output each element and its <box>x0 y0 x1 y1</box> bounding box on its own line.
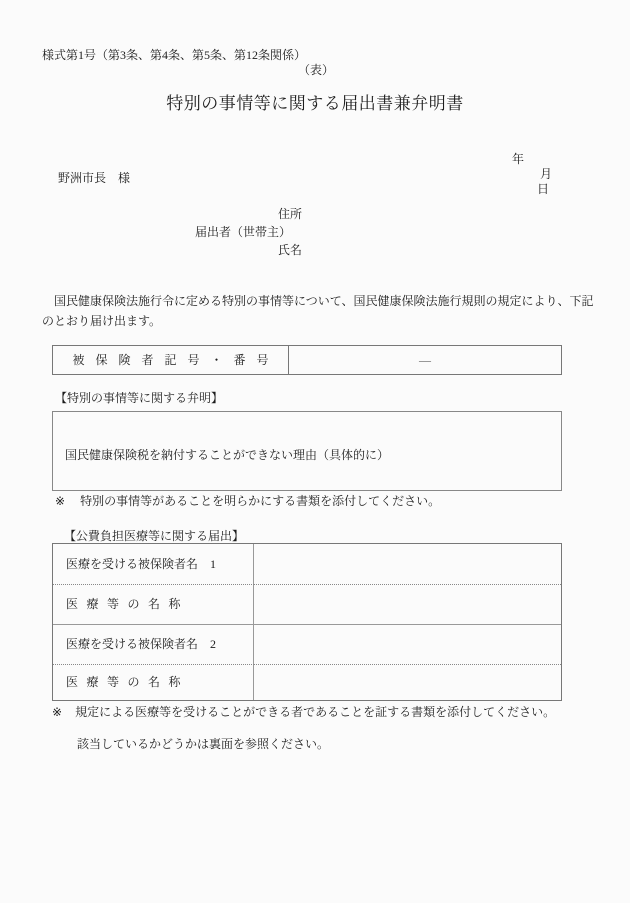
table-row-label <box>53 544 254 585</box>
statement-section-heading: 【特別の事情等に関する弁明】 <box>55 391 224 405</box>
insured-number-value-cell <box>289 346 561 374</box>
insured-number-table <box>52 345 562 375</box>
benefit-note-text: 規定による医療等を受けることができる者であることを証する書類を添付してください。 <box>75 705 556 719</box>
note-marker: ※ <box>52 705 63 719</box>
insured-number-value: ― <box>419 352 431 367</box>
reverse-side-note: 該当しているかどうかは裏面を参照ください。 <box>77 737 330 751</box>
form-number: 様式第1号（第3条、第4条、第5条、第12条関係） <box>42 48 307 62</box>
medical-benefit-table <box>52 543 562 701</box>
intro-paragraph-line1: 国民健康保険法施行令に定める特別の事情等について、国民健康保険法施行規則の規定により、下記 <box>42 294 594 308</box>
addressee: 野洲市長 様 <box>58 171 131 185</box>
insured-person-1-label: 医療を受ける被保険者名 1 <box>66 556 217 571</box>
table-row-value <box>254 585 561 625</box>
intro-paragraph-line2: のとおり届け出ます。 <box>42 314 162 328</box>
declarant-name-label: 氏名 <box>278 243 303 257</box>
table-row-value <box>254 665 561 700</box>
date-day-label: 日 <box>537 182 550 196</box>
side-label: （表） <box>298 63 335 77</box>
date-line <box>500 137 552 212</box>
table-row-value <box>254 544 561 585</box>
medical-name-2-label: 医療等の名称 <box>66 675 190 689</box>
page-title: 特別の事情等に関する届出書兼弁明書 <box>166 94 464 113</box>
table-row-label <box>53 665 254 700</box>
insured-number-label: 被保険者記号・番号 <box>72 352 280 367</box>
declarant-role-label: 届出者（世帯主） <box>195 225 292 239</box>
declarant-address-label: 住所 <box>278 207 303 221</box>
benefit-section-heading: 【公費負担医療等に関する届出】 <box>64 529 245 543</box>
date-year-label: 年 <box>512 152 525 166</box>
insured-number-label-cell <box>53 346 289 374</box>
table-row-value <box>254 625 561 665</box>
note-marker: ※ <box>55 494 66 508</box>
date-month-label: 月 <box>540 167 553 181</box>
medical-name-1-label: 医療等の名称 <box>66 597 190 611</box>
table-row-label <box>53 585 254 625</box>
statement-box-label: 国民健康保険税を納付することができない理由（具体的に） <box>65 448 390 462</box>
insured-person-2-label: 医療を受ける被保険者名 2 <box>66 637 217 651</box>
statement-box <box>52 411 562 491</box>
statement-note <box>55 494 440 509</box>
benefit-note <box>52 705 555 720</box>
table-row-label <box>53 625 254 665</box>
statement-note-text: 特別の事情等があることを明らかにする書類を添付してください。 <box>80 494 441 508</box>
